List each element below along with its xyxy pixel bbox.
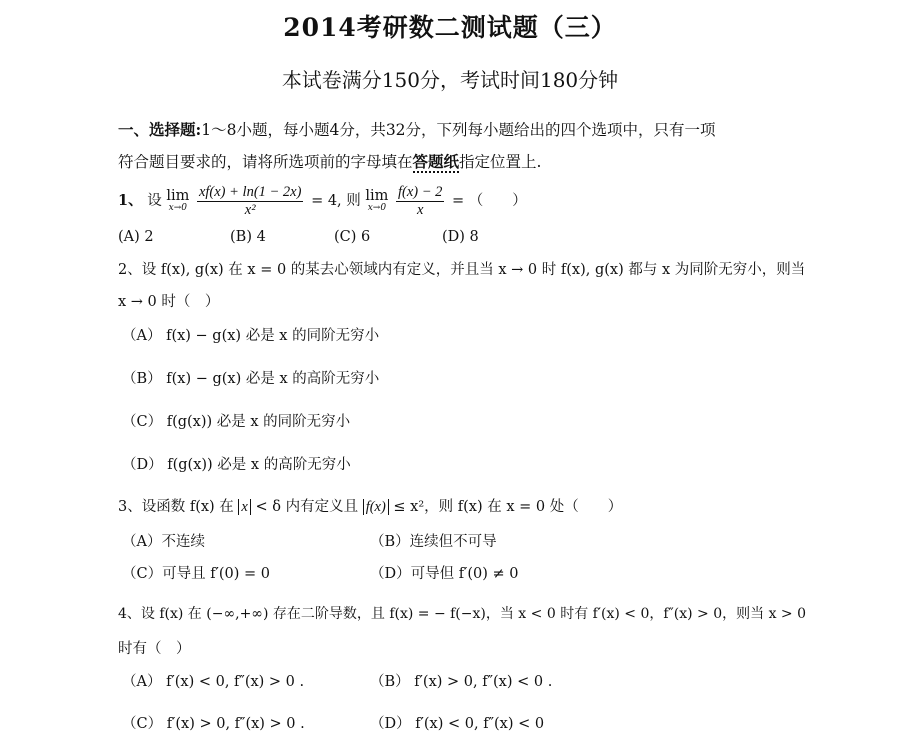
section-intro-text: 1～8小题，每小题4分，共32分，下列每小题给出的四个选项中，只有一项 <box>201 121 716 139</box>
option-c: （C） f′(x) > 0, f″(x) > 0 . <box>122 716 305 732</box>
question-text: = 4, 则 <box>311 193 361 210</box>
option-c: （C）可导且 f′(0) = 0 <box>122 566 270 582</box>
absolute-value: f(x) <box>363 499 389 515</box>
limit-operator: lim x→0 <box>365 188 389 213</box>
question-text: 设 <box>147 193 162 210</box>
option-c: (C) 6 <box>334 229 371 245</box>
exam-subtitle: 本试卷满分150分，考试时间180分钟 <box>281 68 619 92</box>
question-text: < δ 内有定义且 <box>255 499 359 515</box>
option-b: （B） f(x) − g(x) 必是 x 的高阶无穷小 <box>122 371 380 387</box>
option-a: （A）不连续 <box>122 534 205 550</box>
answer-sheet-emphasis: 答题纸 <box>412 152 460 171</box>
option-a: （A） f′(x) < 0, f″(x) > 0 . <box>122 674 305 690</box>
option-b: （B）连续但不可导 <box>370 534 497 550</box>
question-1-stem <box>118 184 527 218</box>
option-b: (B) 4 <box>230 229 266 245</box>
fraction: $\frac{xf(x) + \ln(1 - 2x)}{\text{x²}}$ <box>198 184 302 218</box>
section-intro-line-1 <box>118 118 716 140</box>
section-intro-text-2c: 指定位置上. <box>459 153 542 171</box>
option-a: （A） f(x) − g(x) 必是 x 的同阶无穷小 <box>122 328 380 344</box>
section-intro-text-2a: 符合题目要求的，请将所选项前的字母填在 <box>118 153 413 171</box>
question-4-line-2: 时有（ ） <box>118 641 191 657</box>
question-3-stem <box>118 495 622 516</box>
limit-operator: lim x→0 <box>166 188 190 213</box>
exam-title: 2014考研数二测试题（三） <box>283 13 617 42</box>
question-text: ≤ x²，则 f(x) 在 x = 0 处（ ） <box>393 499 623 515</box>
question-text: 3、设函数 f(x) 在 <box>118 499 234 515</box>
option-d: （D） f′(x) < 0, f″(x) < 0 <box>370 716 545 732</box>
option-d: （D）可导但 f′(0) ≠ 0 <box>370 566 519 582</box>
question-text: = （ ） <box>452 193 527 210</box>
section-heading: 一、选择题: <box>118 120 202 139</box>
option-b: （B） f′(x) > 0, f″(x) < 0 . <box>370 674 553 690</box>
option-a: (A) 2 <box>118 229 154 245</box>
question-4-line-1: 4、设 f(x) 在 (−∞,+∞) 存在二阶导数，且 f(x) = − f(−x)，当 x < 0 时有 f′(x) < 0，f″(x) > 0，则当 x > 0 <box>118 606 807 622</box>
fraction: $\frac{f(x) - 2}{x}$ <box>398 184 443 218</box>
question-2-line-2: x → 0 时（ ） <box>118 294 220 310</box>
absolute-value: x <box>238 499 250 515</box>
option-c: （C） f(g(x)) 必是 x 的同阶无穷小 <box>122 414 351 430</box>
option-d: (D) 8 <box>442 229 479 245</box>
question-number: 1、 <box>118 192 143 210</box>
question-2-line-1: 2、设 f(x), g(x) 在 x = 0 的某去心领域内有定义，并且当 x → 0 时 f(x), g(x) 都与 x 为同阶无穷小，则当 <box>118 262 806 278</box>
option-d: （D） f(g(x)) 必是 x 的高阶无穷小 <box>122 457 351 473</box>
section-intro-line-2 <box>118 150 541 172</box>
